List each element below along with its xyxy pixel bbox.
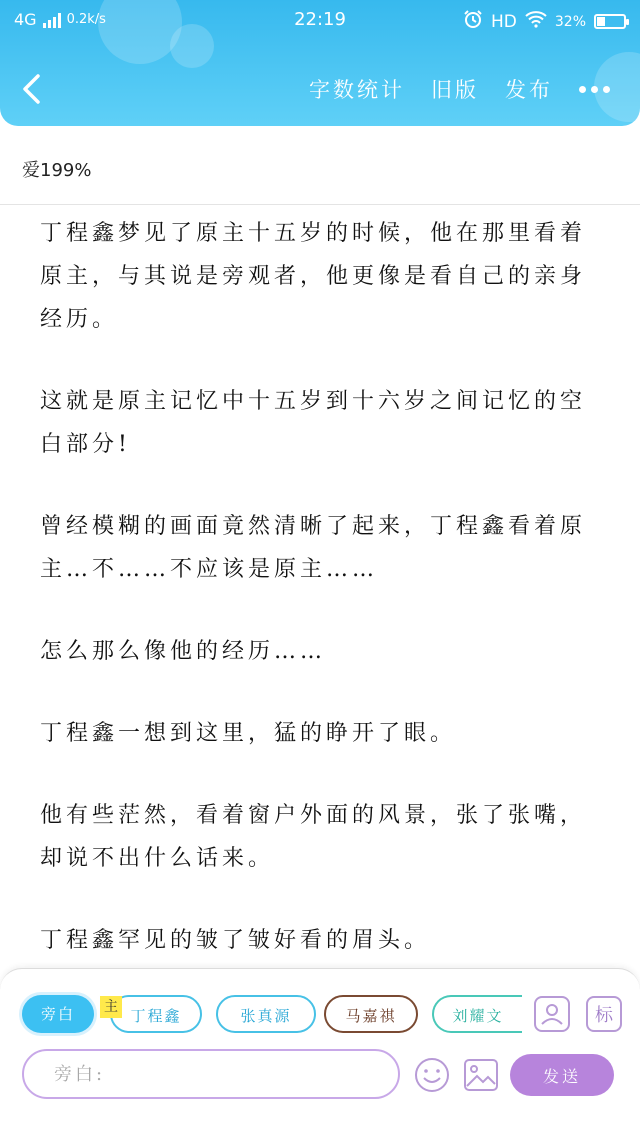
chevron-left-icon: [16, 72, 50, 106]
input-row: [22, 1049, 622, 1101]
publish-button[interactable]: 发布: [505, 78, 553, 102]
old-version-button[interactable]: 旧版: [431, 78, 479, 102]
story-paragraph: 丁程鑫罕见的皱了皱好看的眉头。: [40, 928, 431, 953]
network-label: 4G: [14, 10, 37, 29]
story-content: [40, 212, 600, 957]
story-paragraph: 这就是原主记忆中十五岁到十六岁之间记忆的空白部分!: [40, 389, 587, 457]
story-paragraph: 怎么那么像他的经历……: [40, 639, 327, 664]
story-paragraph: 曾经模糊的画面竟然清晰了起来，丁程鑫看着原主…不……不应该是原主……: [40, 514, 587, 582]
story-paragraph: 他有些茫然，看着窗户外面的风景，张了张嘴，却说不出什么话来。: [40, 803, 587, 871]
chip-character[interactable]: 张真源: [216, 995, 316, 1033]
tag-label: 标: [595, 1005, 613, 1026]
chip-narration[interactable]: 旁白: [22, 995, 94, 1033]
alarm-icon: [463, 9, 483, 34]
battery-icon: [594, 14, 626, 29]
message-input[interactable]: [22, 1049, 400, 1099]
stats-text: 爱199%: [22, 160, 92, 181]
more-dots-icon[interactable]: [579, 86, 610, 93]
story-paragraph: 丁程鑫一想到这里，猛的睁开了眼。: [40, 721, 457, 746]
emoji-icon[interactable]: [413, 1056, 451, 1094]
chip-character[interactable]: 丁程鑫: [110, 995, 202, 1033]
story-paragraph: 丁程鑫梦见了原主十五岁的时候，他在那里看着原主，与其说是旁观者，他更像是看自己的亲身经历。: [40, 221, 587, 332]
clock: 22:19: [294, 9, 346, 30]
send-button[interactable]: 发送: [510, 1054, 614, 1096]
stats-row: [0, 126, 640, 205]
character-avatar-icon[interactable]: [534, 996, 570, 1032]
app-header: [0, 0, 640, 126]
wifi-icon: [525, 10, 547, 33]
net-speed: 0.2k/s: [66, 12, 106, 27]
word-count-button[interactable]: 字数统计: [309, 78, 405, 102]
hd-label: HD: [491, 11, 517, 32]
composer-panel: [0, 968, 640, 1139]
tag-icon[interactable]: [586, 996, 622, 1032]
status-bar: [0, 0, 640, 42]
main-role-badge: 主: [100, 996, 122, 1018]
battery-percent: 32%: [554, 13, 586, 30]
back-button[interactable]: [16, 72, 50, 106]
image-icon[interactable]: [462, 1056, 500, 1094]
chip-character[interactable]: 马嘉祺: [324, 995, 418, 1033]
nav-bar: [0, 54, 640, 126]
chip-character[interactable]: 刘耀文: [432, 995, 522, 1033]
character-chips: [22, 995, 522, 1037]
